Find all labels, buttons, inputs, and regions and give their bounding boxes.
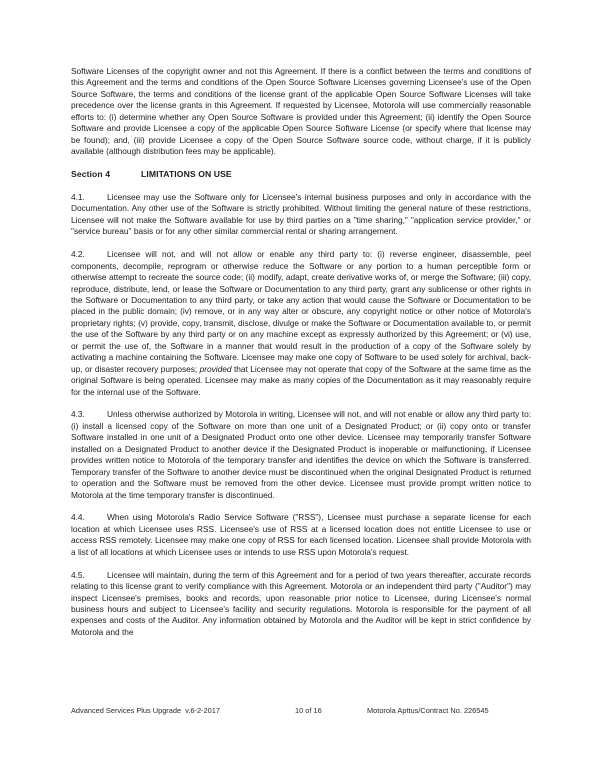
document-body xyxy=(71,66,531,650)
clause-text: Unless otherwise authorized by Motorola in writing, Licensee will not, and will not enable or allow any third party to: (i) install a licensed copy of the Software on more than one unit of a Designated Product; or (ii) copy onto or transfer Software installed in one unit of a Designated Product onto one other device. Licensee may temporarily transfer Software installed on a Designated Product to another device if the Designated Product is inoperable or malfunctioning, if Licensee provides written notice to Motorola of the temporary transfer and identifies the device on which the Software is transferred. Temporary transfer of the Software to another device must be discontinued when the original Designated Product is returned to operation and the Software must be removed from the other device. Licensee must provide prompt written notice to Motorola at the time temporary transfer is discontinued. xyxy=(71,409,531,500)
clause-4-5 xyxy=(71,570,531,639)
clause-text: When using Motorola's Radio Service Software ("RSS"), Licensee must purchase a separate license for each location at which Licensee uses RSS. Licensee's use of RSS at a licensed location does not entitle Licensee to use or access RSS remotely. Licensee may make one copy of RSS for each licensed location. Licensee shall provide Motorola with a list of all locations at which Licensee uses or intends to use RSS upon Motorola's request. xyxy=(71,512,531,557)
clause-number: 4.3. xyxy=(71,409,85,420)
clause-4-4 xyxy=(71,512,531,558)
clause-number: 4.1. xyxy=(71,191,85,202)
clause-text-part-2: that Licensee may not operate that copy of the Software at the same time as the original Software is being operated. Licensee may make as many copies of the Documentation as it may reasonably require for the internal use of the Software. xyxy=(71,363,531,397)
clause-text: Licensee will maintain, during the term of this Agreement and for a period of two years thereafter, accurate records relating to this license grant to verify compliance with this Agreement. Motorola or an independent third party ("Auditor") may inspect Licensee's premises, books and records, upon reasonable prior notice to Licensee, during Licensee's normal business hours and subject to Licensee's facility and security regulations. Motorola is responsible for the payment of all expenses and costs of the Auditor. Any information obtained by Motorola and the Auditor will be kept in strict confidence by Motorola and the xyxy=(71,569,531,637)
page-footer xyxy=(71,706,531,716)
footer-document-title: Advanced Services Plus Upgrade v.6-2-2017 xyxy=(71,706,220,715)
clause-emphasis-provided: provided xyxy=(199,363,232,374)
footer-page-number: 10 of 16 xyxy=(295,706,322,715)
clause-text: Licensee may use the Software only for Licensee's internal business purposes and only in accordance with the Documentation. Any other use of the Software is strictly prohibited. Without limiting the general nature of these restrictions, Licensee will not make the Software available for use by third parties on a "time sharing," "application service provider," or "service bureau" basis or for any other similar commercial rental or sharing arrangement. xyxy=(71,191,531,237)
clause-text-part-1: Licensee will not, and will not allow or enable any third party to: (i) reverse engineer, disassemble, peel components, decompile, reprogram or otherwise reduce the Software or any portion to a human perceptible form or otherwise attempt to recreate the source code; (ii) modify, adapt, create derivative works of, or merge the Software; (iii) copy, reproduce, distribute, lend, or lease the Software or Documentation to any third party, grant any sublicense or other rights in the Software or Documentation to any third party, or take any action that would cause the Software or Documentation to be placed in the public domain; (iv) remove, or in any way alter or obscure, any copyright notice or other notice of Motorola's proprietary rights; (v) provide, copy, transmit, disclose, divulge or make the Software or Documentation available to, or permit the use of the Software by any third party or on any machine except as expressly authorized by this Agreement; or (vi) use, or permit the use of, the Software in a manner that would result in the production of a copy of the Software solely by activating a machine containing the Software. Licensee may make one copy of Software to be used solely for archival, back-up, or disaster recovery purposes; xyxy=(71,249,531,374)
clause-4-1 xyxy=(71,192,531,238)
clause-4-2 xyxy=(71,249,531,398)
section-label: Section 4 xyxy=(71,169,111,180)
continued-paragraph: Software Licenses of the copyright owner and not this Agreement. If there is a conflict between the terms and conditions of this Agreement and the terms and conditions of the Open Source Software Licenses governing Licensee's use of the Open Source Software, the terms and conditions of the license grant of the applicable Open Source Software Licenses will take precedence over the license grants in this Agreement. If requested by Licensee, Motorola will use commercially reasonable efforts to: (i) determine whether any Open Source Software is provided under this Agreement; (ii) identify the Open Source Software and provide Licensee a copy of the applicable Open Source Software License (or specify where that license may be found); and, (iii) provide Licensee a copy of the Open Source Software source code, without charge, if it is publicly available (although distribution fees may be applicable). xyxy=(71,66,531,157)
clause-4-3 xyxy=(71,409,531,501)
section-heading xyxy=(71,169,531,180)
clause-number: 4.5. xyxy=(71,569,85,580)
section-title: LIMITATIONS ON USE xyxy=(141,169,232,180)
footer-contract-reference: Motorola Apttus/Contract No. 226545 xyxy=(367,706,489,715)
clause-number: 4.4. xyxy=(71,512,85,523)
footer-row xyxy=(71,706,531,716)
clause-number: 4.2. xyxy=(71,249,85,260)
